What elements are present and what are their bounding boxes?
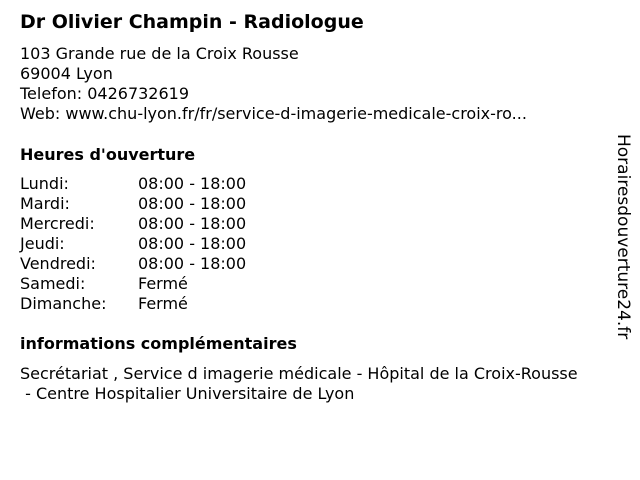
brand-text: Horairesdouverture24.fr	[613, 134, 633, 340]
day-hours: 08:00 - 18:00	[138, 234, 247, 253]
day-hours: 08:00 - 18:00	[138, 174, 247, 193]
day-hours: 08:00 - 18:00	[138, 214, 247, 233]
day-hours: Fermé	[138, 294, 188, 313]
day-label: Jeudi:	[20, 234, 65, 253]
day-hours: 08:00 - 18:00	[138, 254, 247, 273]
day-hours: Fermé	[138, 274, 188, 293]
hours-row-tuesday	[20, 194, 320, 214]
city-postal: 69004 Lyon	[20, 64, 113, 83]
day-label: Vendredi:	[20, 254, 96, 273]
opening-hours-heading: Heures d'ouverture	[20, 145, 196, 164]
brand-watermark	[612, 134, 634, 344]
website: Web: www.chu-lyon.fr/fr/service-d-imagerie-medicale-croix-ro...	[20, 104, 527, 123]
address-block	[20, 44, 527, 124]
hours-row-monday	[20, 174, 320, 194]
hours-row-thursday	[20, 234, 320, 254]
info-line: - Centre Hospitalier Universitaire de Lyon	[20, 384, 355, 403]
hours-row-sunday	[20, 294, 320, 314]
info-line: Secrétariat , Service d imagerie médicale - Hôpital de la Croix-Rousse	[20, 364, 578, 383]
day-label: Samedi:	[20, 274, 86, 293]
hours-row-saturday	[20, 274, 320, 294]
day-label: Lundi:	[20, 174, 69, 193]
opening-hours-table	[20, 174, 320, 314]
day-label: Dimanche:	[20, 294, 107, 313]
street-address: 103 Grande rue de la Croix Rousse	[20, 44, 299, 63]
day-hours: 08:00 - 18:00	[138, 194, 247, 213]
phone-number: Telefon: 0426732619	[20, 84, 190, 103]
additional-info-text	[20, 364, 578, 404]
hours-row-friday	[20, 254, 320, 274]
business-title: Dr Olivier Champin - Radiologue	[20, 11, 364, 33]
additional-info-heading: informations complémentaires	[20, 334, 297, 353]
hours-row-wednesday	[20, 214, 320, 234]
day-label: Mardi:	[20, 194, 70, 213]
day-label: Mercredi:	[20, 214, 95, 233]
